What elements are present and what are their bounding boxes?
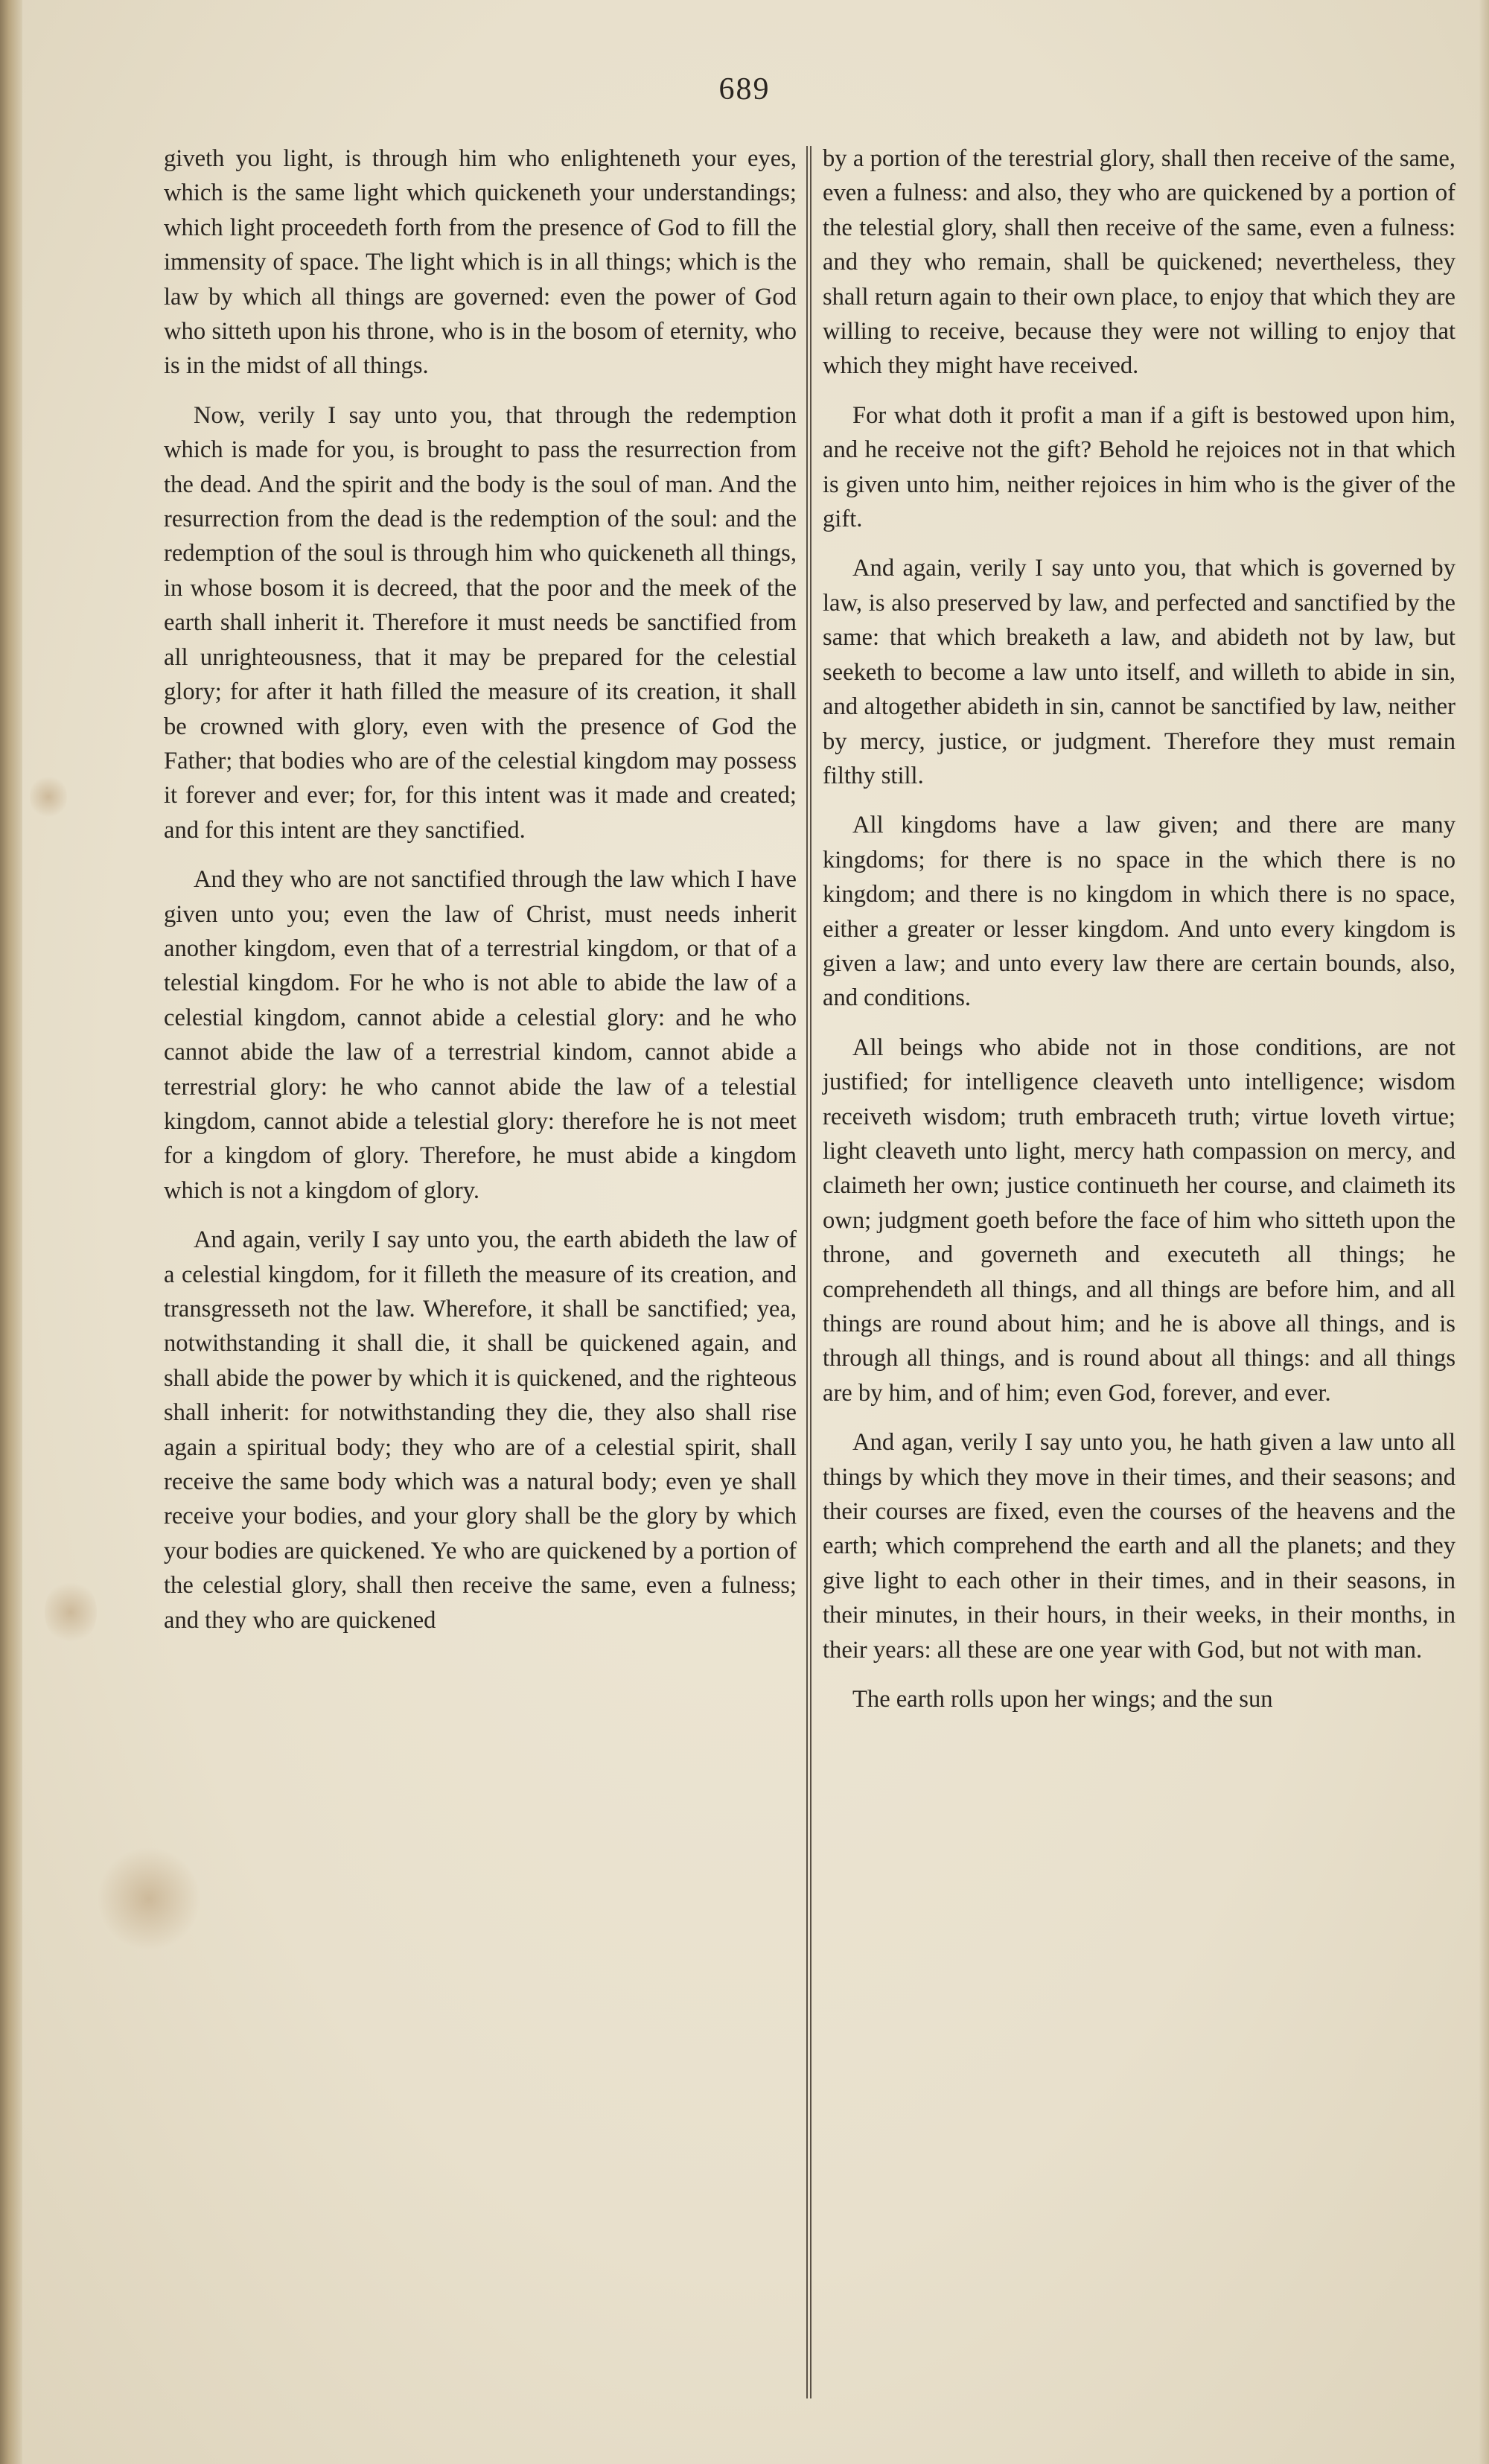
paragraph: And agan, verily I say unto you, he hath given a law unto all things by which they move in their times, and their seasons; and their courses are fixed, even the courses of the heavens and the earth; which comprehend the earth and all the planets; and they give light to each other in their times, and in their seasons, in their minutes, in their hours, in their weeks, in their months, in their years: all these are one year with God, but not with man. — [823, 1429, 1455, 1664]
paragraph: And again, verily I say unto you, the earth abideth the law of a celestial kingdom, for it filleth the measure of its creation, and transgresseth not the law. Wherefore, it shall be sanctified; yea, notwithstanding it shall die, it shall be quickened again, and shall abide the power by which it is quickened, and the righteous shall inherit: for notwithstanding they die, they also shall rise again a spiritual body; they who are of a celestial spirit, shall receive the same body which was a natural body; even ye shall receive your bodies, and your glory shall be the glory by which your bodies are quickened. Ye who are quickened by a portion of the celestial glory, shall then receive the same, even a fulness; and they who are quickened — [164, 1226, 797, 1634]
paragraph: by a portion of the terestrial glory, shall then receive of the same, even a fulness: and also, they who are quickened by a portion of the telestial glory, shall then receive of the same, even a fulness: and they who remain, shall be quickened; nevertheless, they shall return again to their own place, to enjoy that which they are willing to receive, because they were not willing to enjoy that which they might have received. — [823, 145, 1455, 380]
paragraph: Now, verily I say unto you, that through the redemption which is made for you, is brought to pass the resurrection from the dead. And the spirit and the body is the soul of man. And the resurrection from the dead is the redemption of the soul: and the redemption of the soul is through him who quickeneth all things, in whose bosom it is decreed, that the poor and the meek of the earth shall inherit it. Therefore it must needs be sanctified from all unrighteousness, that it may be prepared for the celestial glory; for after it hath filled the measure of its creation, it shall be crowned with glory, even with the presence of God the Father; that bodies who are of the celestial kingdom may possess it forever and ever; for, for this intent was it made and created; and for this intent are they sanctified. — [164, 401, 797, 844]
paragraph: The earth rolls upon her wings; and the sun — [852, 1686, 1273, 1713]
page-number: 689 — [718, 72, 771, 106]
left-column — [164, 141, 797, 1652]
paragraph: All kingdoms have a law given; and there are many kingdoms; for there is no space in the which there is no kingdom; and there is no kingdom in which there is no space, either a greater or lesser kingdom. And unto every kingdom is given a law; and unto every law there are certain bounds, also, and conditions. — [823, 812, 1455, 1012]
paper-stain — [97, 1847, 201, 1951]
paragraph: And again, verily I say unto you, that which is governed by law, is also preserved by law, and perfected and sanctified by the same: that which breaketh a law, and abideth not by law, but seeketh to become a law unto itself, and willeth to abide in sin, and altogether abideth in sin, cannot be sanctified by law, neither by mercy, justice, or judgment. Therefore they must remain filthy still. — [823, 555, 1455, 789]
right-column — [823, 141, 1455, 1731]
page-edge-shadow — [1479, 0, 1489, 2464]
paragraph: All beings who abide not in those conditions, are not justified; for intelligence cleaveth unto intelligence; wisdom receiveth wisdom; truth embraceth truth; virtue loveth virtue; light cleaveth unto light, mercy hath compassion on mercy, and claimeth her own; justice continueth her course, and claimeth its own; judgment goeth before the face of him who sitteth upon the throne, and governeth and executeth all things; he comprehendeth all things, and all things are before him, and all things are round about him; and he is above all things, and is through all things, and is round about all things: and all things are by him, and of him; even God, forever, and ever. — [823, 1034, 1455, 1407]
column-divider — [806, 146, 812, 2398]
paragraph: And they who are not sanctified through the law which I have given unto you; even the law of Christ, must needs inherit another kingdom, even that of a terrestrial kingdom, or that of a telestial kingdom. For he who is not able to abide the law of a celestial kingdom, cannot abide a celestial glory: and he who cannot abide the law of a terrestrial kindom, cannot abide a terrestrial glory: he who cannot abide the law of a telestial kingdom, cannot abide a telestial glory: therefore he is not meet for a kingdom of glory. Therefore, he must abide a kingdom which is not a kingdom of glory. — [164, 866, 797, 1204]
paper-stain — [30, 774, 67, 819]
binding-edge — [0, 0, 22, 2464]
paper-stain — [45, 1579, 97, 1646]
paragraph: For what doth it profit a man if a gift is bestowed upon him, and he receive not the gift? Behold he rejoices not in that which is given unto him, neither rejoices in him who is the giver of the gift. — [823, 401, 1455, 533]
paragraph: giveth you light, is through him who enlighteneth your eyes, which is the same light which quickeneth your understandings; which light proceedeth forth from the presence of God to fill the immensity of space. The light which is in all things; which is the law by which all things are governed: even the power of God who sitteth upon his throne, who is in the bosom of eternity, who is in the midst of all things. — [164, 145, 797, 380]
